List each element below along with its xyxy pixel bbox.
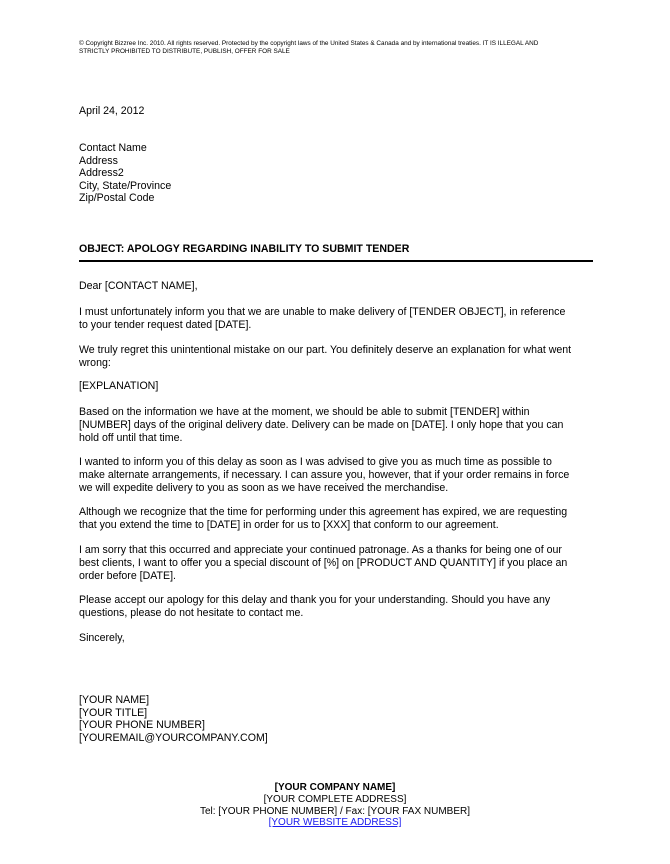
company-footer: [150, 782, 520, 829]
recipient-name: Contact Name: [79, 142, 147, 154]
paragraph-line: make alternate arrangements, if necessary. I can assure you, however, that if your order remains in force: [79, 469, 570, 481]
paragraph-2: [79, 344, 599, 370]
paragraph-line: Please accept our apology for this delay and thank you for your understanding. Should you have any: [79, 594, 551, 606]
signature-phone: [YOUR PHONE NUMBER]: [79, 719, 205, 732]
paragraph-line: Based on the information we have at the moment, we should be able to submit [TENDER] within: [79, 406, 530, 418]
closing: Sincerely,: [79, 632, 125, 644]
paragraph-5: [79, 456, 599, 495]
paragraph-line: [NUMBER] days of the original delivery date. Delivery can be made on [DATE]. I only hope that you can: [79, 419, 564, 431]
paragraph-line: that you extend the time to [DATE] in order for us to [XXX] that conform to our agreement.: [79, 519, 499, 531]
paragraph-6: [79, 506, 599, 532]
paragraph-line: best clients, I want to offer you a special discount of [%] on [PRODUCT AND QUANTITY] if you place an: [79, 557, 568, 569]
subject-divider: [79, 260, 593, 262]
paragraph-line: We truly regret this unintentional mistake on our part. You definitely deserve an explanation for what went: [79, 344, 572, 356]
signature-title: [YOUR TITLE]: [79, 706, 148, 719]
paragraph-line: questions, please do not hesitate to contact me.: [79, 607, 304, 619]
copyright-line-2: STRICTLY PROHIBITED TO DISTRIBUTE, PUBLISH, OFFER FOR SALE: [79, 48, 290, 55]
recipient-zip: Zip/Postal Code: [79, 192, 155, 205]
footer-phone-fax: Tel: [YOUR PHONE NUMBER] / Fax: [YOUR FAX NUMBER]: [199, 805, 471, 817]
signature-email: [YOUREMAIL@YOURCOMPANY.COM]: [79, 731, 268, 744]
copyright-line-1: © Copyright Bizzree Inc. 2010. All rights reserved. Protected by the copyright laws of the United States & Canada and by international treaties. IT IS ILLEGAL AND: [79, 40, 539, 47]
copyright-notice: [79, 40, 599, 56]
recipient-address2: Address2: [79, 167, 124, 180]
paragraph-7: [79, 544, 599, 583]
signature-name: [YOUR NAME]: [79, 694, 150, 706]
paragraph-line: I wanted to inform you of this delay as soon as I was advised to give you as much time as possible to: [79, 456, 552, 468]
paragraph-line: [EXPLANATION]: [79, 380, 159, 392]
paragraph-line: to your tender request dated [DATE].: [79, 319, 252, 331]
recipient-address-block: [79, 142, 171, 205]
subject-line: OBJECT: APOLOGY REGARDING INABILITY TO SUBMIT TENDER: [79, 243, 410, 255]
footer-address: [YOUR COMPLETE ADDRESS]: [263, 793, 407, 805]
paragraph-line: order before [DATE].: [79, 570, 176, 582]
paragraph-line: I am sorry that this occurred and appreciate your continued patronage. As a thanks for being one of our: [79, 544, 562, 556]
paragraph-line: wrong:: [79, 357, 111, 369]
paragraph-line: Although we recognize that the time for performing under this agreement has expired, we are requesting: [79, 506, 568, 518]
paragraph-8: [79, 594, 599, 620]
paragraph-1: [79, 306, 599, 332]
footer-website-link[interactable]: [YOUR WEBSITE ADDRESS]: [268, 817, 402, 829]
recipient-address: Address: [79, 154, 118, 167]
salutation: Dear [CONTACT NAME],: [79, 280, 198, 292]
signature-block: [79, 694, 268, 744]
recipient-city: City, State/Province: [79, 179, 172, 192]
paragraph-line: hold off until that time.: [79, 432, 183, 444]
footer-company-name: [YOUR COMPANY NAME]: [274, 782, 396, 793]
letter-date: April 24, 2012: [79, 105, 145, 117]
paragraph-3: [79, 380, 599, 393]
paragraph-line: I must unfortunately inform you that we are unable to make delivery of [TENDER OBJECT], in reference: [79, 306, 566, 318]
paragraph-4: [79, 406, 599, 445]
paragraph-line: we will expedite delivery to you as soon as we have received the merchandise.: [79, 482, 449, 494]
